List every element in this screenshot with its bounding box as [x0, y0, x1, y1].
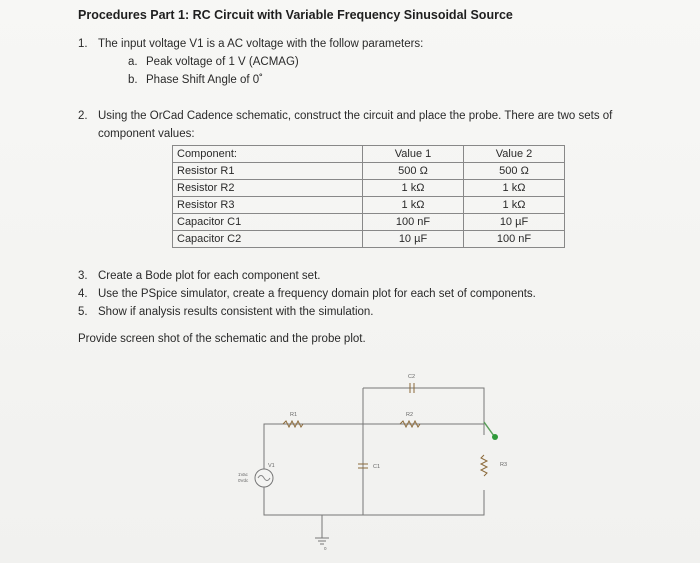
- c1-label: C1: [373, 464, 381, 470]
- page-title: Procedures Part 1: RC Circuit with Variable Frequency Sinusoidal Source: [78, 8, 513, 22]
- table-cell: 10 µF: [464, 214, 565, 231]
- step-1b-label: b.: [128, 74, 138, 86]
- table-row: [173, 163, 565, 180]
- table-header: Component:: [173, 146, 363, 163]
- circuit-schematic: [228, 360, 528, 560]
- step-2-line2: component values:: [98, 128, 195, 140]
- step-4: [78, 288, 536, 300]
- r3-label: R3: [500, 462, 508, 468]
- step-1b-text: Phase Shift Angle of 0˚: [146, 74, 263, 86]
- table-cell: 1 kΩ: [363, 180, 464, 197]
- table-header: Value 1: [363, 146, 464, 163]
- v1-dc-value: 0Vdc: [238, 478, 249, 483]
- table-cell: 500 Ω: [464, 163, 565, 180]
- step-3-text: Create a Bode plot for each component set.: [98, 270, 321, 282]
- c2-label: C2: [408, 374, 416, 380]
- r2-label: R2: [406, 412, 414, 418]
- table-cell: Capacitor C1: [173, 214, 363, 231]
- wire: [264, 424, 363, 510]
- ground-label: 0: [324, 546, 327, 551]
- table-cell: 10 µF: [363, 231, 464, 248]
- table-cell: Resistor R1: [173, 163, 363, 180]
- table-cell: Capacitor C2: [173, 231, 363, 248]
- wire: [264, 490, 484, 515]
- table-cell: 100 nF: [363, 214, 464, 231]
- step-1a: [128, 56, 299, 68]
- footer-instruction: Provide screen shot of the schematic and the probe plot.: [78, 333, 366, 345]
- step-4-text: Use the PSpice simulator, create a frequency domain plot for each set of components.: [98, 288, 536, 300]
- r1-label: R1: [290, 412, 298, 418]
- step-5: [78, 306, 373, 318]
- step-4-number: 4.: [78, 288, 88, 300]
- table-cell: Resistor R2: [173, 180, 363, 197]
- table-header-row: [173, 146, 565, 163]
- step-1: [78, 38, 423, 50]
- step-1-text: The input voltage V1 is a AC voltage with the follow parameters:: [98, 38, 424, 50]
- table-cell: 1 kΩ: [363, 197, 464, 214]
- step-1a-text: Peak voltage of 1 V (ACMAG): [146, 56, 299, 68]
- step-2-number: 2.: [78, 110, 88, 122]
- table-cell: 100 nF: [464, 231, 565, 248]
- step-1b: [128, 74, 263, 86]
- step-2: [78, 110, 612, 122]
- step-2-line1: Using the OrCad Cadence schematic, construct the circuit and place the probe. There are two sets of: [98, 110, 613, 122]
- table-row: [173, 231, 565, 248]
- probe-marker: [484, 422, 494, 436]
- table-cell: 1 kΩ: [464, 197, 565, 214]
- table-cell: Resistor R3: [173, 197, 363, 214]
- table-row: [173, 214, 565, 231]
- step-5-text: Show if analysis results consistent with the simulation.: [98, 306, 374, 318]
- step-3: [78, 270, 320, 282]
- step-5-number: 5.: [78, 306, 88, 318]
- table-header: Value 2: [464, 146, 565, 163]
- table-cell: 1 kΩ: [464, 180, 565, 197]
- table-row: [173, 197, 565, 214]
- v1-ac-value: 1Vac: [238, 472, 248, 477]
- table-cell: 500 Ω: [363, 163, 464, 180]
- v1-label: V1: [268, 463, 275, 469]
- probe-icon: [492, 434, 498, 440]
- component-table: [172, 145, 565, 248]
- step-1-number: 1.: [78, 38, 88, 50]
- table-row: [173, 180, 565, 197]
- step-1a-label: a.: [128, 56, 138, 68]
- wire: [363, 388, 484, 435]
- r3-resistor: [481, 455, 487, 476]
- step-3-number: 3.: [78, 270, 88, 282]
